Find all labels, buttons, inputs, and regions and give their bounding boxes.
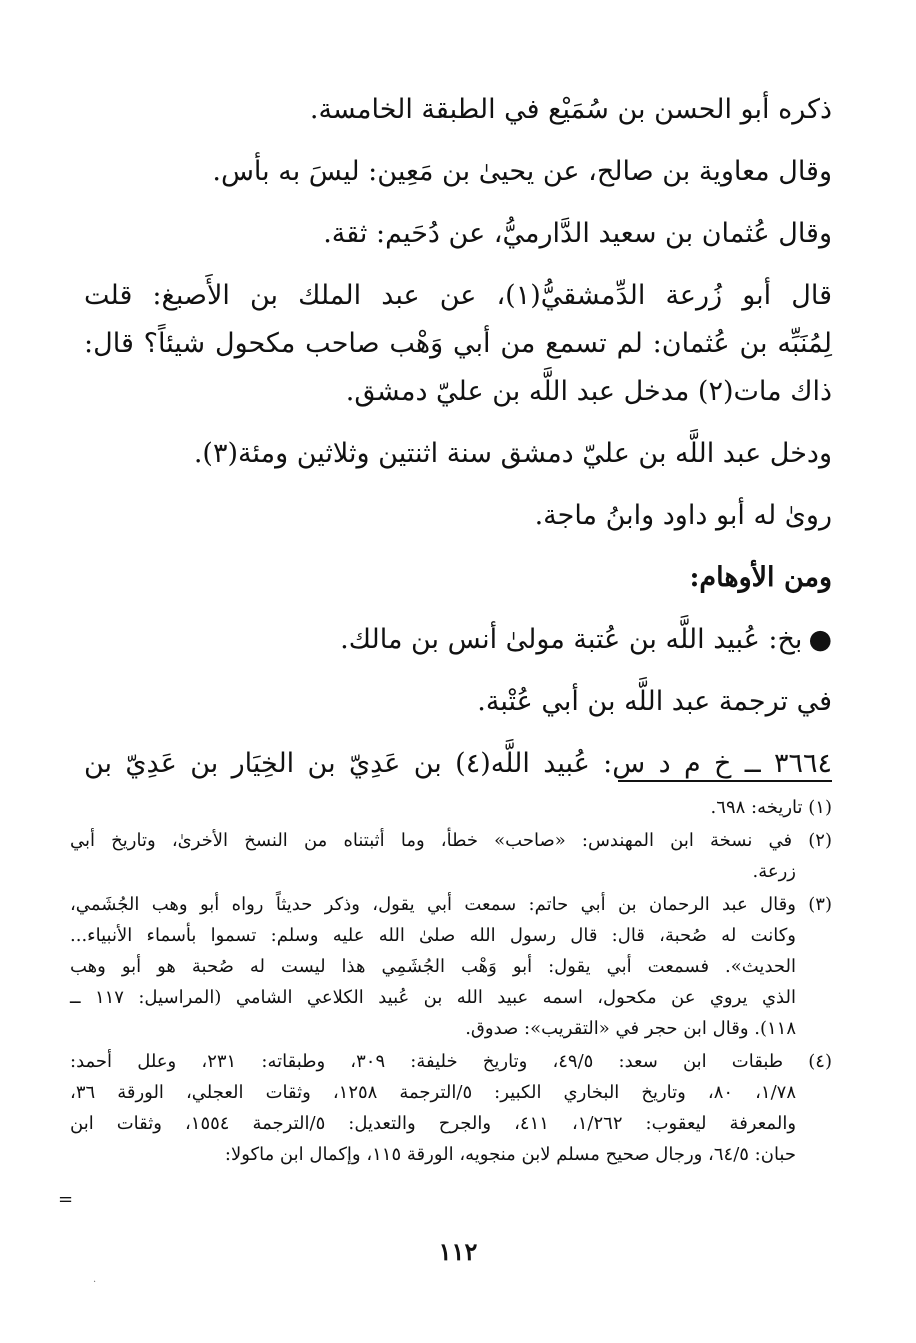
footnote-3-line-2: وكانت له صُحبة، قال: قال رسول الله صلىٰ الله عليه وسلم: تسموا بأسماء الأنبياء... xyxy=(70,925,796,946)
footnote-4-line-2: ١/٧٨، ٨٠، وتاريخ البخاري الكبير: ٥/الترجمة ١٢٥٨، وثقات العجلي، الورقة ٣٦، xyxy=(70,1082,796,1103)
page-number: ١١٢ xyxy=(438,1237,478,1266)
bullet-text: بخ: عُبيد اللَّه بن عُتبة مولىٰ أنس بن مالك. xyxy=(340,624,803,655)
margin-mark: · xyxy=(93,1277,97,1288)
section-heading: ومن الأوهام: xyxy=(689,562,832,593)
footnote-2-line-2: زرعة. xyxy=(752,861,796,882)
footnote-separator xyxy=(618,780,832,782)
paragraph-4-line-3: ذاك مات(٢) مدخل عبد اللَّه بن عليّ دمشق. xyxy=(345,376,832,407)
footnote-4-line-1: (٤) طبقات ابن سعد: ٤٩/٥، وتاريخ خليفة: ٣٠٩، وطبقاته: ٢٣١، وعلل أحمد: xyxy=(70,1051,832,1072)
footnotes xyxy=(70,792,832,1170)
footnote-4-line-3: والمعرفة ليعقوب: ١/٢٦٢، ٤١١، والجرح والتعديل: ٥/الترجمة ١٥٥٤، وثقات ابن xyxy=(70,1113,797,1134)
bullet-item xyxy=(84,616,832,664)
footnote-3-line-3: الحديث». فسمعت أبي يقول: أبو وَهْب الجُشَمِي هذا ليست له صُحبة هو أبو وهب xyxy=(70,956,796,977)
footnote-3-line-1: (٣) وقال عبد الرحمان بن أبي حاتم: سمعت أبي يقول، وذكر حديثاً رواه أبو وهب الجُشَمي، xyxy=(70,894,832,915)
footnote-1: (١) تاريخه: ٦٩٨. xyxy=(710,797,832,818)
footnote-2-line-1: (٢) في نسخة ابن المهندس: «صاحب» خطأ، وما أثبتناه من النسخ الأخرىٰ، وتاريخ أبي xyxy=(70,830,832,851)
entry-heading-line: ٣٦٦٤ ــ خ م د س: عُبيد اللَّه(٤) بن عَدِيّ بن الخِيَار بن عَدِيّ بن xyxy=(84,748,832,779)
footnote-3-line-5: ١١٨). وقال ابن حجر في «التقريب»: صدوق. xyxy=(465,1018,796,1039)
footnote-4-line-4: حبان: ٦٤/٥، ورجال صحيح مسلم لابن منجويه، الورقة ١١٥، وإكمال ابن ماكولا: xyxy=(224,1144,796,1165)
footnote-3-line-4: الذي يروي عن مكحول، اسمه عبيد الله بن عُبيد الكلاعي الشامي (المراسيل: ١١٧ ــ xyxy=(70,987,796,1008)
paragraph-1: ذكره أبو الحسن بن سُمَيْع في الطبقة الخامسة. xyxy=(309,94,832,125)
paragraph-4-line-2: لِمُنَبِّه بن عُثمان: لم تسمع من أبي وَهْب صاحب مكحول شيئاً؟ قال: xyxy=(84,328,832,359)
paragraph-2: وقال معاوية بن صالح، عن يحيىٰ بن مَعِين: ليسَ به بأس. xyxy=(212,156,832,187)
paragraph-8: في ترجمة عبد اللَّه بن أبي عُتْبة. xyxy=(477,686,832,717)
paragraph-3: وقال عُثمان بن سعيد الدَّارميُّ، عن دُحَيم: ثقة. xyxy=(323,218,832,249)
main-text xyxy=(84,86,832,788)
paragraph-6: روىٰ له أبو داود وابنُ ماجة. xyxy=(534,500,832,531)
bullet-icon: ● xyxy=(808,624,832,655)
paragraph-4-line-1: قال أبو زُرعة الدِّمشقيُّ(١)، عن عبد الملك بن الأَصبغ: قلت xyxy=(84,280,832,311)
continuation-mark: = xyxy=(58,1189,74,1210)
paragraph-5: ودخل عبد اللَّه بن عليّ دمشق سنة اثنتين وثلاثين ومئة(٣). xyxy=(193,438,832,469)
